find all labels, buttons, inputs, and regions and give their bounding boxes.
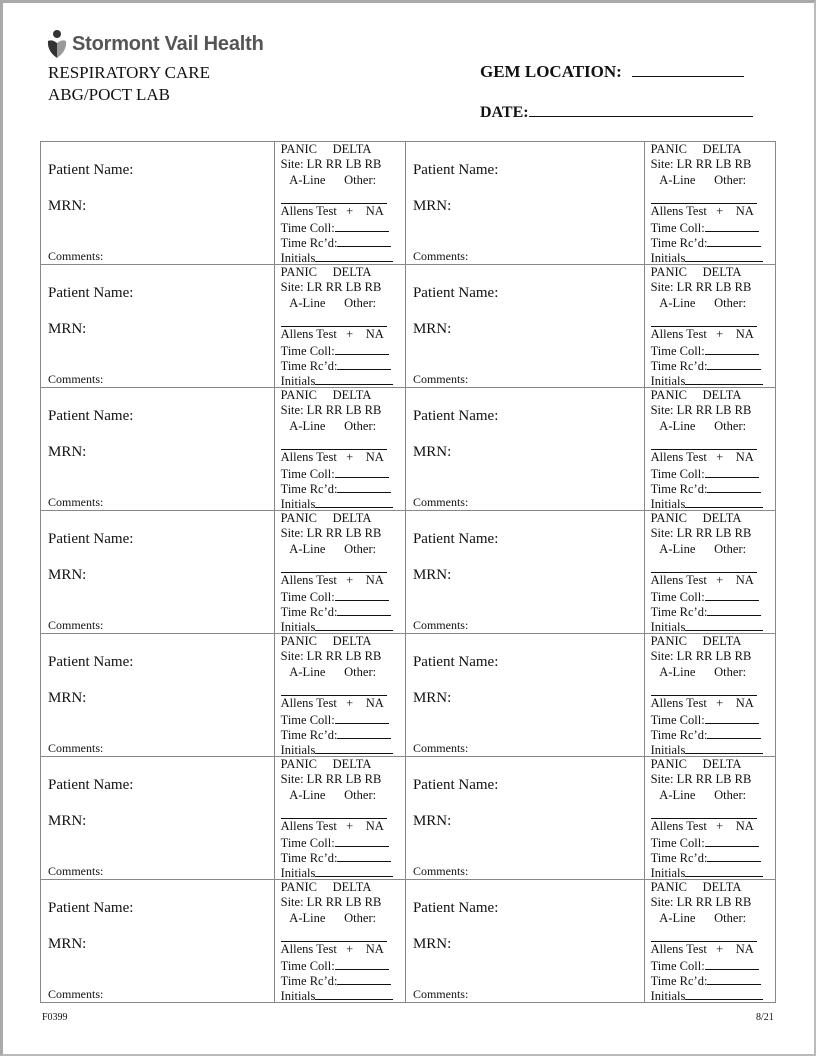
patient-name-label: Patient Name: (48, 654, 134, 670)
department-heading (48, 62, 210, 106)
allens-test-options[interactable]: Allens Test + NA (280, 696, 384, 710)
time-collected-label: Time Coll: (650, 467, 705, 481)
time-received-blank[interactable] (707, 234, 761, 247)
comments-label: Comments: (412, 864, 469, 878)
time-collected-blank[interactable] (335, 834, 389, 847)
aline-other-options[interactable]: A-Line Other: (280, 911, 377, 925)
org-name: Stormont Vail Health (72, 32, 264, 55)
time-received-blank[interactable] (337, 726, 391, 739)
allens-test-options[interactable]: Allens Test + NA (650, 204, 754, 218)
initials-field[interactable] (281, 618, 394, 636)
mrn-label: MRN: (412, 690, 452, 706)
time-received-blank[interactable] (707, 603, 761, 616)
panic-delta-options[interactable]: PANIC DELTA (650, 634, 742, 648)
initials-field[interactable] (281, 987, 394, 1005)
time-collected-label: Time Coll: (280, 959, 335, 973)
site-options[interactable]: Site: LR RR LB RB (280, 157, 382, 171)
time-received-label: Time Rc’d: (650, 974, 708, 988)
patient-name-label: Patient Name: (48, 162, 134, 178)
time-collected-blank[interactable] (705, 711, 759, 724)
mrn-label: MRN: (412, 198, 452, 214)
specimen-details-cell[interactable] (644, 880, 775, 1003)
initials-field[interactable] (281, 249, 394, 267)
time-collected-label: Time Coll: (280, 590, 335, 604)
time-collected-label: Time Coll: (280, 713, 335, 727)
initials-label: Initials (650, 374, 686, 388)
comments-label: Comments: (412, 495, 469, 509)
time-collected-blank[interactable] (705, 219, 759, 232)
initials-label: Initials (280, 620, 316, 634)
initials-field[interactable] (651, 741, 764, 759)
date-label: DATE: (480, 104, 529, 121)
mrn-label: MRN: (48, 690, 87, 706)
time-collected-label: Time Coll: (650, 590, 705, 604)
panic-delta-options[interactable]: PANIC DELTA (650, 757, 742, 771)
initials-blank[interactable] (315, 372, 393, 385)
comments-label: Comments: (48, 495, 104, 509)
aline-other-options[interactable]: A-Line Other: (280, 542, 377, 556)
specimen-details-cell[interactable] (274, 142, 405, 265)
mrn-label: MRN: (48, 198, 87, 214)
specimen-details-cell[interactable] (274, 634, 405, 757)
initials-blank[interactable] (685, 864, 763, 877)
mrn-label: MRN: (412, 567, 452, 583)
initials-blank[interactable] (685, 987, 763, 1000)
initials-label: Initials (650, 251, 686, 265)
comments-label: Comments: (48, 864, 104, 878)
patient-entry-cell[interactable] (405, 388, 644, 511)
comments-label: Comments: (48, 741, 104, 755)
panic-delta-options[interactable]: PANIC DELTA (280, 880, 372, 894)
initials-field[interactable] (651, 249, 764, 267)
specimen-details-cell[interactable] (644, 634, 775, 757)
site-options[interactable]: Site: LR RR LB RB (650, 649, 752, 663)
initials-blank[interactable] (685, 495, 763, 508)
site-options[interactable]: Site: LR RR LB RB (280, 403, 382, 417)
panic-delta-options[interactable]: PANIC DELTA (650, 265, 742, 279)
aline-other-options[interactable]: A-Line Other: (650, 296, 747, 310)
comments-label: Comments: (412, 372, 469, 386)
site-options[interactable]: Site: LR RR LB RB (280, 526, 382, 540)
initials-field[interactable] (651, 495, 764, 513)
patient-entry-cell[interactable] (405, 880, 644, 1003)
comments-label: Comments: (48, 372, 104, 386)
site-options[interactable]: Site: LR RR LB RB (650, 772, 752, 786)
panic-delta-options[interactable]: PANIC DELTA (650, 142, 742, 156)
mrn-label: MRN: (48, 936, 87, 952)
allens-test-options[interactable]: Allens Test + NA (650, 327, 754, 341)
allens-test-options[interactable]: Allens Test + NA (280, 204, 384, 218)
aline-other-options[interactable]: A-Line Other: (280, 788, 377, 802)
panic-delta-options[interactable]: PANIC DELTA (650, 511, 742, 525)
aline-other-options[interactable]: A-Line Other: (650, 419, 747, 433)
comments-label: Comments: (48, 618, 104, 632)
time-collected-blank[interactable] (705, 588, 759, 601)
patient-name-label: Patient Name: (412, 531, 499, 547)
specimen-details-cell[interactable] (274, 388, 405, 511)
allens-test-options[interactable]: Allens Test + NA (650, 819, 754, 833)
time-received-blank[interactable] (337, 603, 391, 616)
table-row (41, 388, 776, 511)
patient-entry-cell[interactable] (41, 388, 275, 511)
specimen-details-cell[interactable] (274, 511, 405, 634)
panic-delta-options[interactable]: PANIC DELTA (280, 511, 372, 525)
department-line-1: RESPIRATORY CARE (48, 63, 211, 82)
time-collected-blank[interactable] (335, 711, 389, 724)
initials-label: Initials (280, 989, 316, 1003)
initials-label: Initials (280, 374, 316, 388)
initials-field[interactable] (281, 741, 394, 759)
time-received-label: Time Rc’d: (280, 359, 338, 373)
mrn-label: MRN: (412, 444, 452, 460)
date-blank[interactable] (529, 116, 753, 117)
specimen-details-cell[interactable] (644, 265, 775, 388)
time-received-blank[interactable] (337, 849, 391, 862)
org-logo (46, 29, 264, 59)
time-received-blank[interactable] (707, 849, 761, 862)
site-options[interactable]: Site: LR RR LB RB (280, 649, 382, 663)
table-row (41, 265, 776, 388)
panic-delta-options[interactable]: PANIC DELTA (650, 880, 742, 894)
site-options[interactable]: Site: LR RR LB RB (650, 157, 752, 171)
patient-entry-cell[interactable] (41, 142, 275, 265)
initials-label: Initials (280, 251, 316, 265)
time-received-blank[interactable] (707, 480, 761, 493)
patient-name-label: Patient Name: (48, 900, 134, 916)
time-collected-blank[interactable] (335, 957, 389, 970)
time-collected-blank[interactable] (705, 465, 759, 478)
initials-blank[interactable] (315, 249, 393, 262)
time-received-label: Time Rc’d: (650, 605, 708, 619)
specimen-details-cell[interactable] (644, 511, 775, 634)
patient-entry-cell[interactable] (41, 511, 275, 634)
time-collected-blank[interactable] (705, 342, 759, 355)
time-received-label: Time Rc’d: (650, 851, 708, 865)
time-received-label: Time Rc’d: (280, 974, 338, 988)
aline-other-options[interactable]: A-Line Other: (280, 665, 377, 679)
panic-delta-options[interactable]: PANIC DELTA (280, 265, 372, 279)
initials-label: Initials (650, 497, 686, 511)
comments-label: Comments: (48, 987, 104, 1001)
comments-label: Comments: (412, 249, 469, 263)
site-options[interactable]: Site: LR RR LB RB (650, 526, 752, 540)
patient-name-label: Patient Name: (412, 900, 499, 916)
time-received-blank[interactable] (337, 480, 391, 493)
time-received-label: Time Rc’d: (650, 482, 708, 496)
patient-entry-cell[interactable] (405, 757, 644, 880)
time-received-label: Time Rc’d: (280, 851, 338, 865)
patient-entry-cell[interactable] (41, 757, 275, 880)
initials-label: Initials (650, 989, 686, 1003)
table-row (41, 757, 776, 880)
patient-name-label: Patient Name: (48, 408, 134, 424)
initials-field[interactable] (281, 864, 394, 882)
revision-date: 8/21 (756, 1012, 774, 1023)
patient-entry-cell[interactable] (405, 511, 644, 634)
site-options[interactable]: Site: LR RR LB RB (280, 895, 382, 909)
site-options[interactable]: Site: LR RR LB RB (650, 403, 752, 417)
initials-blank[interactable] (685, 372, 763, 385)
patient-name-label: Patient Name: (48, 531, 134, 547)
patient-name-label: Patient Name: (412, 654, 499, 670)
time-received-blank[interactable] (337, 357, 391, 370)
allens-test-options[interactable]: Allens Test + NA (280, 819, 384, 833)
initials-label: Initials (280, 866, 316, 880)
aline-other-options[interactable]: A-Line Other: (280, 419, 377, 433)
specimen-details-cell[interactable] (274, 757, 405, 880)
time-received-blank[interactable] (337, 972, 391, 985)
panic-delta-options[interactable]: PANIC DELTA (280, 757, 372, 771)
specimen-details-cell[interactable] (274, 265, 405, 388)
mrn-label: MRN: (48, 567, 87, 583)
aline-other-options[interactable]: A-Line Other: (650, 911, 747, 925)
allens-test-options[interactable]: Allens Test + NA (650, 450, 754, 464)
time-collected-label: Time Coll: (650, 836, 705, 850)
table-row (41, 142, 776, 265)
patient-name-label: Patient Name: (412, 777, 499, 793)
comments-label: Comments: (412, 618, 469, 632)
patient-entry-cell[interactable] (405, 265, 644, 388)
time-received-label: Time Rc’d: (650, 728, 708, 742)
specimen-details-cell[interactable] (644, 388, 775, 511)
time-received-label: Time Rc’d: (280, 728, 338, 742)
allens-test-options[interactable]: Allens Test + NA (280, 573, 384, 587)
mrn-label: MRN: (412, 813, 452, 829)
aline-other-options[interactable]: A-Line Other: (650, 173, 747, 187)
time-collected-blank[interactable] (335, 588, 389, 601)
time-collected-label: Time Coll: (280, 836, 335, 850)
initials-blank[interactable] (315, 741, 393, 754)
initials-blank[interactable] (685, 741, 763, 754)
initials-blank[interactable] (315, 864, 393, 877)
aline-other-options[interactable]: A-Line Other: (280, 173, 377, 187)
gem-location-field[interactable] (480, 62, 744, 82)
specimen-details-cell[interactable] (644, 142, 775, 265)
allens-test-options[interactable]: Allens Test + NA (650, 696, 754, 710)
initials-field[interactable] (651, 618, 764, 636)
specimen-details-cell[interactable] (644, 757, 775, 880)
date-field[interactable] (480, 104, 753, 122)
site-options[interactable]: Site: LR RR LB RB (280, 772, 382, 786)
time-collected-label: Time Coll: (650, 959, 705, 973)
time-collected-label: Time Coll: (650, 221, 705, 235)
initials-field[interactable] (651, 372, 764, 390)
time-collected-label: Time Coll: (280, 467, 335, 481)
mrn-label: MRN: (48, 813, 87, 829)
patient-name-label: Patient Name: (412, 162, 499, 178)
patient-name-label: Patient Name: (48, 285, 134, 301)
time-received-blank[interactable] (707, 726, 761, 739)
patient-entry-cell[interactable] (405, 142, 644, 265)
time-received-blank[interactable] (707, 972, 761, 985)
specimen-details-cell[interactable] (274, 880, 405, 1003)
allens-test-options[interactable]: Allens Test + NA (280, 942, 384, 956)
allens-test-options[interactable]: Allens Test + NA (280, 327, 384, 341)
initials-field[interactable] (651, 864, 764, 882)
aline-other-options[interactable]: A-Line Other: (650, 788, 747, 802)
patient-name-label: Patient Name: (412, 408, 499, 424)
table-row (41, 634, 776, 757)
patient-name-label: Patient Name: (48, 777, 134, 793)
table-row (41, 880, 776, 1003)
time-received-label: Time Rc’d: (280, 605, 338, 619)
patient-entry-cell[interactable] (405, 634, 644, 757)
time-collected-blank[interactable] (335, 465, 389, 478)
comments-label: Comments: (412, 741, 469, 755)
comments-label: Comments: (412, 987, 469, 1001)
site-options[interactable]: Site: LR RR LB RB (280, 280, 382, 294)
initials-field[interactable] (281, 495, 394, 513)
time-received-label: Time Rc’d: (280, 236, 338, 250)
initials-blank[interactable] (315, 987, 393, 1000)
initials-field[interactable] (651, 987, 764, 1005)
form-number: F0399 (42, 1012, 68, 1023)
time-received-label: Time Rc’d: (280, 482, 338, 496)
time-collected-blank[interactable] (335, 342, 389, 355)
time-collected-label: Time Coll: (280, 344, 335, 358)
time-collected-label: Time Coll: (650, 344, 705, 358)
allens-test-options[interactable]: Allens Test + NA (650, 942, 754, 956)
patient-entry-cell[interactable] (41, 634, 275, 757)
time-collected-blank[interactable] (705, 957, 759, 970)
aline-other-options[interactable]: A-Line Other: (650, 665, 747, 679)
site-options[interactable]: Site: LR RR LB RB (650, 895, 752, 909)
logo-mark-icon (46, 29, 68, 59)
initials-label: Initials (650, 743, 686, 757)
initials-blank[interactable] (315, 495, 393, 508)
patient-entry-cell[interactable] (41, 265, 275, 388)
patient-entry-cell[interactable] (41, 880, 275, 1003)
time-collected-label: Time Coll: (280, 221, 335, 235)
aline-other-options[interactable]: A-Line Other: (650, 542, 747, 556)
mrn-label: MRN: (412, 936, 452, 952)
time-received-blank[interactable] (337, 234, 391, 247)
site-options[interactable]: Site: LR RR LB RB (650, 280, 752, 294)
initials-label: Initials (280, 497, 316, 511)
time-received-blank[interactable] (707, 357, 761, 370)
panic-delta-options[interactable]: PANIC DELTA (280, 388, 372, 402)
initials-label: Initials (650, 866, 686, 880)
initials-field[interactable] (281, 372, 394, 390)
allens-test-options[interactable]: Allens Test + NA (280, 450, 384, 464)
initials-blank[interactable] (315, 618, 393, 631)
comments-label: Comments: (48, 249, 104, 263)
gem-location-blank[interactable] (632, 76, 744, 77)
initials-blank[interactable] (685, 249, 763, 262)
mrn-label: MRN: (48, 444, 87, 460)
panic-delta-options[interactable]: PANIC DELTA (280, 634, 372, 648)
mrn-label: MRN: (412, 321, 452, 337)
department-line-2: ABG/POCT LAB (48, 85, 171, 104)
specimen-log-table (40, 141, 776, 1003)
time-received-label: Time Rc’d: (650, 359, 708, 373)
panic-delta-options[interactable]: PANIC DELTA (280, 142, 372, 156)
allens-test-options[interactable]: Allens Test + NA (650, 573, 754, 587)
gem-location-label: GEM LOCATION: (480, 62, 622, 81)
mrn-label: MRN: (48, 321, 87, 337)
time-collected-blank[interactable] (705, 834, 759, 847)
panic-delta-options[interactable]: PANIC DELTA (650, 388, 742, 402)
time-received-label: Time Rc’d: (650, 236, 708, 250)
initials-label: Initials (650, 620, 686, 634)
table-row (41, 511, 776, 634)
time-collected-blank[interactable] (335, 219, 389, 232)
patient-name-label: Patient Name: (412, 285, 499, 301)
initials-label: Initials (280, 743, 316, 757)
aline-other-options[interactable]: A-Line Other: (280, 296, 377, 310)
initials-blank[interactable] (685, 618, 763, 631)
time-collected-label: Time Coll: (650, 713, 705, 727)
